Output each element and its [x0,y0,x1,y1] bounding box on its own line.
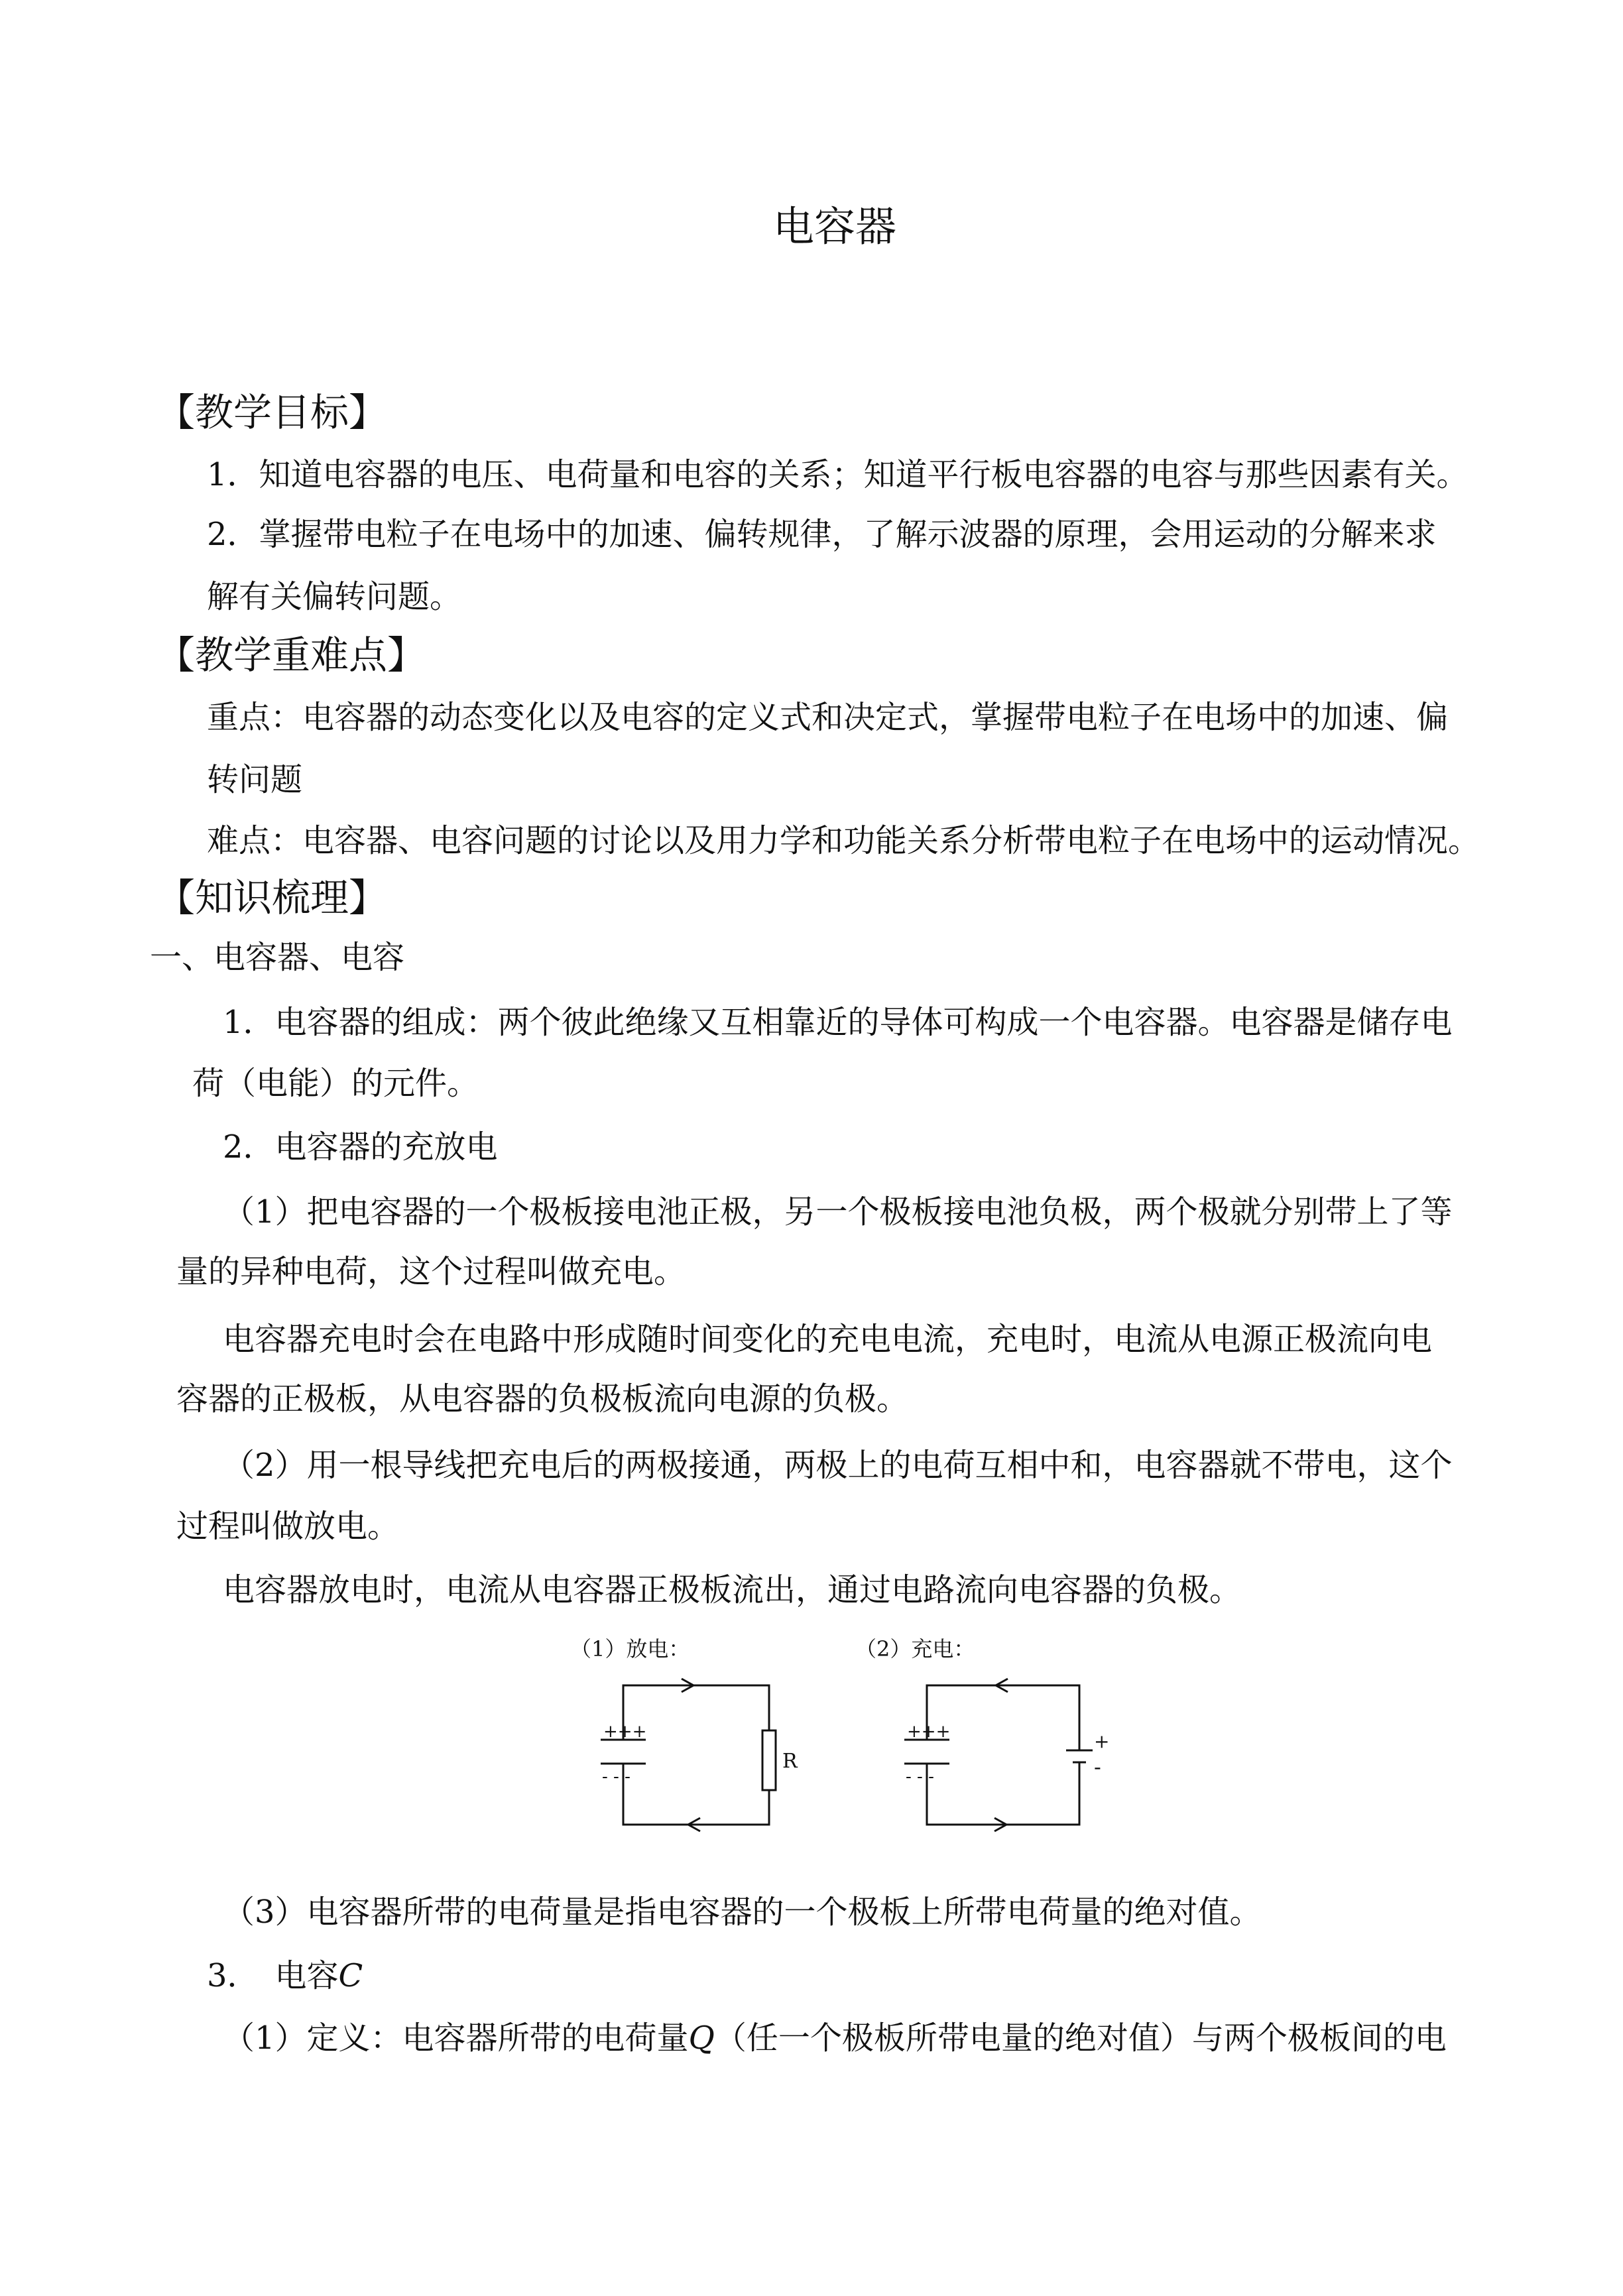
resistor-label: R [782,1750,798,1773]
paragraph-7: （3）电容器所带的电荷量是指电容器的一个极板上所带电荷量的绝对值。 [223,1894,1262,1931]
paragraph-4-line-2: 容器的正极板，从电容器的负极板流向电源的负极。 [176,1380,909,1418]
resistor [762,1730,776,1790]
section-heading-knowledge: 【知识梳理】 [156,875,388,920]
page-title: 电容器 [773,202,897,251]
key-point-line-1: 重点：电容器的动态变化以及电容的定义式和决定式，掌握带电粒子在电场中的加速、偏 [207,699,1449,736]
section-heading-key-points: 【教学重难点】 [156,633,426,678]
paragraph-1-line-1: 1．电容器的组成：两个彼此绝缘又互相靠近的导体可构成一个电容器。电容器是储存电 [223,1004,1453,1041]
paragraph-1-line-2: 荷（电能）的元件。 [192,1065,479,1102]
key-point-line-2: 转问题 [207,761,303,798]
paragraph-6: 电容器放电时，电流从电容器正极板流出，通过电路流向电容器的负极。 [223,1571,1242,1608]
plus-marks-right: +++ [907,1722,951,1742]
paragraph-2: 2．电容器的充放电 [223,1128,498,1166]
section-heading-goals: 【教学目标】 [156,390,388,435]
paragraph-8-prefix: 3． 电容 [207,1957,339,1994]
minus-marks-left: - - - [602,1767,631,1787]
battery-plus-label: + [1094,1730,1110,1752]
paragraph-5-line-2: 过程叫做放电。 [176,1508,400,1545]
difficult-point: 难点：电容器、电容问题的讨论以及用力学和功能关系分析带电粒子在电场中的运动情况。 [207,822,1480,859]
paragraph-9-part-b: （任一个极板所带电量的绝对值）与两个极板间的电 [714,2020,1447,2057]
paragraph-5-line-1: （2）用一根导线把充电后的两极接通，两极上的电荷互相中和，电容器就不带电，这个 [223,1447,1453,1484]
paragraph-9 [223,2018,1447,2058]
capacitance-symbol: C [338,1957,363,1994]
goal-item-2-line-1: 2．掌握带电粒子在电场中的加速、偏转规律，了解示波器的原理，会用运动的分解来求 [207,516,1437,553]
charge-circuit [904,1679,1093,1831]
paragraph-8 [207,1956,363,1996]
goal-item-1: 1．知道电容器的电压、电荷量和电容的关系；知道平行板电容器的电容与那些因素有关。 [207,456,1469,493]
paragraph-3-line-1: （1）把电容器的一个极板接电池正极，另一个极板接电池负极，两个极就分别带上了等 [223,1193,1453,1231]
discharge-circuit [601,1679,776,1831]
discharge-caption: （1）放电： [570,1638,690,1662]
paragraph-3-line-2: 量的异种电荷，这个过程叫做充电。 [176,1253,686,1290]
circuit-diagram [570,1638,1140,1837]
part-heading-1: 一、电容器、电容 [150,939,405,976]
plus-marks-left: +++ [603,1722,647,1742]
charge-symbol: Q [688,2020,715,2057]
paragraph-9-part-a: （1）定义：电容器所带的电荷量 [223,2020,689,2057]
charge-caption: （2）充电： [855,1638,975,1662]
paragraph-4-line-1: 电容器充电时会在电路中形成随时间变化的充电电流，充电时，电流从电源正极流向电 [223,1321,1433,1358]
goal-item-2-line-2: 解有关偏转问题。 [207,578,462,615]
battery-minus-label: - [1094,1754,1101,1780]
minus-marks-right: - - - [906,1767,934,1787]
